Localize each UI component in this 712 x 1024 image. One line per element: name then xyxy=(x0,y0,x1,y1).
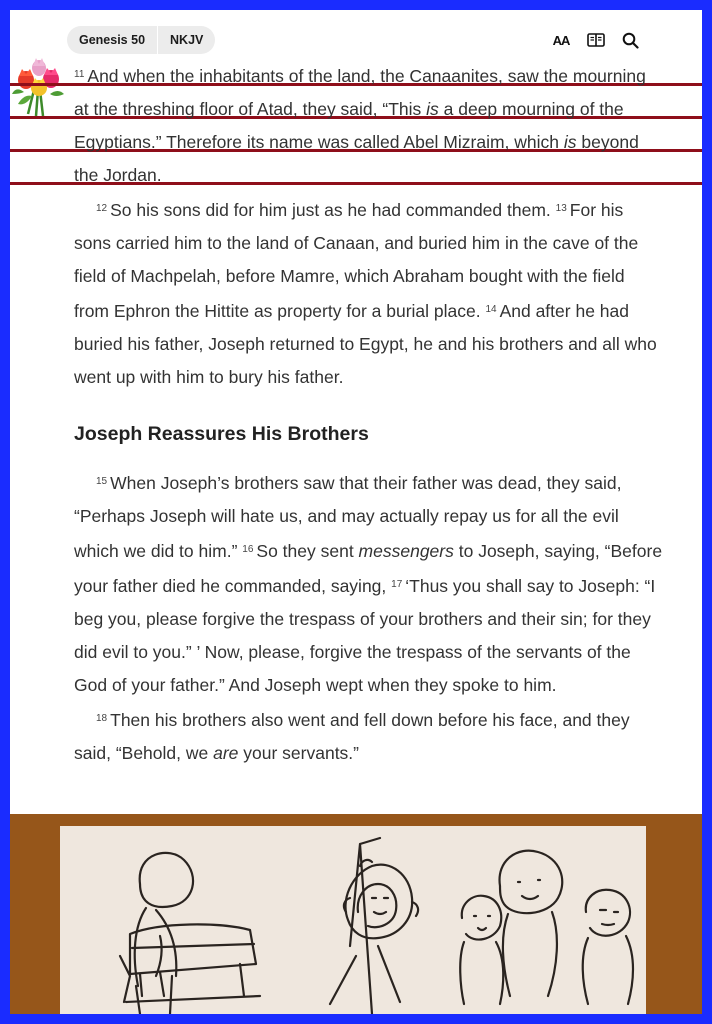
screen-frame xyxy=(10,10,702,1014)
verse-number: 15 xyxy=(96,476,108,487)
verse-number: 16 xyxy=(242,544,254,555)
verse-number: 11 xyxy=(74,69,85,80)
section-heading: Joseph Reassures His Brothers xyxy=(74,423,369,445)
verse-11[interactable]: $^{11}$ And when the inhabitants of the land, the Canaanites, saw the mourning at the threshing floor of Atad, they said, “This is a deep mourning of the Egyptians.” Therefore its name was called Abel Mizraim, which is beyond the Jordan. xyxy=(74,66,646,185)
paragraph-verses-15-17 xyxy=(74,465,664,702)
sketch-illustration xyxy=(60,826,646,1014)
paragraph-verses-12-14 xyxy=(74,192,664,394)
verse-number: 13 xyxy=(555,203,567,214)
verse-14[interactable]: And after he had buried his father, Joseph returned to Egypt, he and his brothers and all who went up with him to bury his father. xyxy=(74,301,657,387)
verse-number: 17 xyxy=(391,579,403,590)
book-chapter-button[interactable]: Genesis 50 xyxy=(79,33,146,47)
verse-12[interactable]: So his sons did for him just as he had commanded them. xyxy=(110,200,556,220)
mourning-sketch-image xyxy=(60,826,646,1014)
verse-15[interactable]: When Joseph’s brothers saw that their father was dead, they said, “Perhaps Joseph will hate us, and may actually repay us for all the evil which we did to him.” xyxy=(74,473,622,561)
verse-number: 18 xyxy=(96,713,108,724)
verse-17[interactable]: ‘Thus you shall say to Joseph: “I beg you, please forgive the trespass of your brothers and their sin; for they did evil to you.” ’ Now, please, forgive the trespass of the servants of the God of your father.” And Joseph wept when they spoke to him. xyxy=(74,576,656,695)
verse-number: 14 xyxy=(485,304,497,315)
text-size-icon[interactable]: AA xyxy=(552,32,570,48)
search-icon[interactable] xyxy=(620,30,640,50)
verse-18[interactable]: $^{18}$ Then his brothers also went and fell down before his face, and they said, “Behold, we are your servants.” xyxy=(74,710,630,763)
version-button[interactable]: NKJV xyxy=(170,33,204,47)
magnifier-icon xyxy=(622,32,639,49)
passage-selector[interactable] xyxy=(67,26,215,54)
book-icon xyxy=(587,33,605,47)
illustration-panel xyxy=(10,814,702,1014)
verse-13[interactable]: For his sons carried him to the land of Canaan, and buried him in the cave of the field of Machpelah, before Mamre, which Abraham bought with the field from Ephron the Hittite as property for a burial place. xyxy=(74,200,639,321)
verse-16[interactable]: So they sent messengers to Joseph, saying, “Before your father died he commanded, saying, xyxy=(74,541,663,596)
scripture-text xyxy=(74,58,664,770)
flower-bouquet-icon xyxy=(10,56,68,118)
verse-number: 12 xyxy=(96,203,108,214)
reader-mode-icon[interactable] xyxy=(586,30,606,50)
